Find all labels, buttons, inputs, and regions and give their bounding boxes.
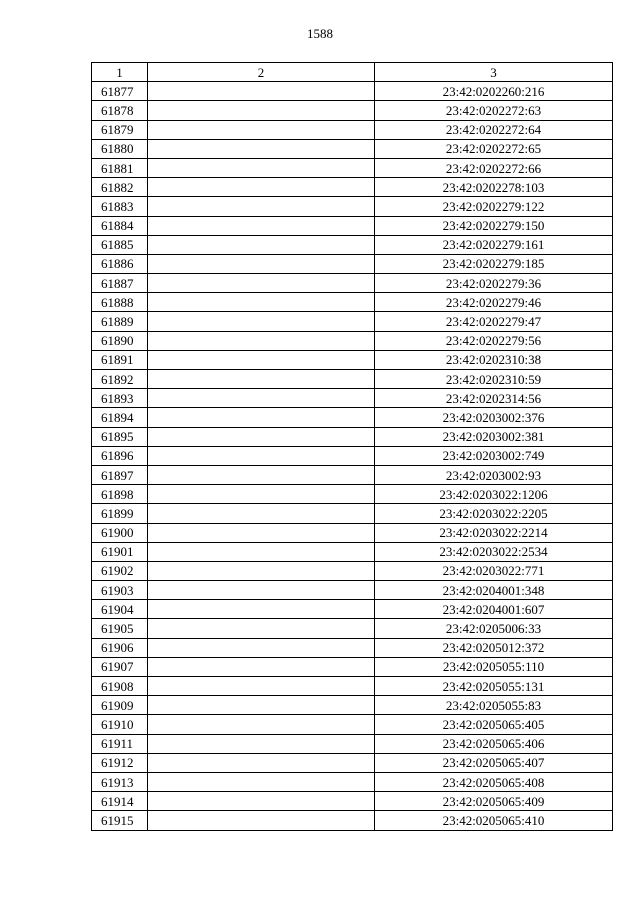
column-2-cell	[148, 446, 375, 465]
row-number-cell: 61901	[92, 542, 148, 561]
table-row	[92, 197, 613, 216]
cadastral-number-cell: 23:42:0202310:38	[375, 350, 613, 369]
table-row	[92, 82, 613, 101]
row-number-cell: 61883	[92, 197, 148, 216]
column-2-cell	[148, 254, 375, 273]
table-row	[92, 331, 613, 350]
row-number-cell: 61887	[92, 274, 148, 293]
column-2-cell	[148, 792, 375, 811]
column-2-cell	[148, 753, 375, 772]
table-row	[92, 158, 613, 177]
column-2-cell	[148, 370, 375, 389]
cadastral-number-cell: 23:42:0203022:1206	[375, 485, 613, 504]
row-number-cell: 61894	[92, 408, 148, 427]
column-2-cell	[148, 101, 375, 120]
row-number-cell: 61884	[92, 216, 148, 235]
table-row	[92, 446, 613, 465]
row-number-cell: 61903	[92, 581, 148, 600]
row-number-cell: 61912	[92, 753, 148, 772]
column-header-1: 1	[92, 63, 148, 82]
cadastral-number-cell: 23:42:0203022:771	[375, 561, 613, 580]
column-2-cell	[148, 235, 375, 254]
cadastral-number-cell: 23:42:0202279:122	[375, 197, 613, 216]
registry-table	[91, 62, 613, 831]
cadastral-number-cell: 23:42:0202279:56	[375, 331, 613, 350]
column-2-cell	[148, 638, 375, 657]
column-2-cell	[148, 408, 375, 427]
row-number-cell: 61885	[92, 235, 148, 254]
cadastral-number-cell: 23:42:0202272:66	[375, 158, 613, 177]
table-body	[92, 82, 613, 830]
cadastral-number-cell: 23:42:0202279:47	[375, 312, 613, 331]
cadastral-number-cell: 23:42:0205065:406	[375, 734, 613, 753]
row-number-cell: 61909	[92, 696, 148, 715]
column-2-cell	[148, 427, 375, 446]
column-2-cell	[148, 158, 375, 177]
cadastral-number-cell: 23:42:0205055:131	[375, 677, 613, 696]
cadastral-number-cell: 23:42:0202279:36	[375, 274, 613, 293]
cadastral-number-cell: 23:42:0202260:216	[375, 82, 613, 101]
table-row	[92, 504, 613, 523]
column-2-cell	[148, 657, 375, 676]
column-2-cell	[148, 82, 375, 101]
row-number-cell: 61897	[92, 465, 148, 484]
cadastral-number-cell: 23:42:0202279:150	[375, 216, 613, 235]
row-number-cell: 61882	[92, 178, 148, 197]
table-row	[92, 427, 613, 446]
row-number-cell: 61889	[92, 312, 148, 331]
row-number-cell: 61904	[92, 600, 148, 619]
row-number-cell: 61899	[92, 504, 148, 523]
table-row	[92, 408, 613, 427]
row-number-cell: 61900	[92, 523, 148, 542]
cadastral-number-cell: 23:42:0205065:405	[375, 715, 613, 734]
table-row	[92, 792, 613, 811]
table-row	[92, 235, 613, 254]
column-2-cell	[148, 485, 375, 504]
cadastral-number-cell: 23:42:0203002:749	[375, 446, 613, 465]
column-header-3: 3	[375, 63, 613, 82]
cadastral-number-cell: 23:42:0204001:607	[375, 600, 613, 619]
table-row	[92, 600, 613, 619]
row-number-cell: 61905	[92, 619, 148, 638]
column-2-cell	[148, 350, 375, 369]
table-row	[92, 312, 613, 331]
row-number-cell: 61913	[92, 772, 148, 791]
row-number-cell: 61880	[92, 139, 148, 158]
cadastral-number-cell: 23:42:0203022:2534	[375, 542, 613, 561]
table-row	[92, 254, 613, 273]
table-row	[92, 370, 613, 389]
row-number-cell: 61886	[92, 254, 148, 273]
row-number-cell: 61914	[92, 792, 148, 811]
table-row	[92, 293, 613, 312]
table-row	[92, 120, 613, 139]
cadastral-number-cell: 23:42:0202272:64	[375, 120, 613, 139]
row-number-cell: 61906	[92, 638, 148, 657]
row-number-cell: 61902	[92, 561, 148, 580]
cadastral-number-cell: 23:42:0202279:46	[375, 293, 613, 312]
row-number-cell: 61893	[92, 389, 148, 408]
cadastral-number-cell: 23:42:0205065:407	[375, 753, 613, 772]
row-number-cell: 61915	[92, 811, 148, 830]
column-2-cell	[148, 465, 375, 484]
column-2-cell	[148, 216, 375, 235]
column-2-cell	[148, 293, 375, 312]
cadastral-number-cell: 23:42:0203002:376	[375, 408, 613, 427]
column-2-cell	[148, 389, 375, 408]
table-row	[92, 139, 613, 158]
cadastral-number-cell: 23:42:0203022:2214	[375, 523, 613, 542]
cadastral-number-cell: 23:42:0203022:2205	[375, 504, 613, 523]
table-header-row	[92, 63, 613, 82]
column-2-cell	[148, 312, 375, 331]
page-number: 1588	[307, 26, 333, 41]
column-2-cell	[148, 619, 375, 638]
column-2-cell	[148, 811, 375, 830]
row-number-cell: 61911	[92, 734, 148, 753]
column-2-cell	[148, 504, 375, 523]
column-2-cell	[148, 139, 375, 158]
table-row	[92, 485, 613, 504]
table-row	[92, 216, 613, 235]
cadastral-number-cell: 23:42:0204001:348	[375, 581, 613, 600]
table-row	[92, 696, 613, 715]
row-number-cell: 61877	[92, 82, 148, 101]
row-number-cell: 61890	[92, 331, 148, 350]
column-2-cell	[148, 542, 375, 561]
row-number-cell: 61891	[92, 350, 148, 369]
column-2-cell	[148, 772, 375, 791]
table-row	[92, 753, 613, 772]
table-row	[92, 657, 613, 676]
row-number-cell: 61908	[92, 677, 148, 696]
table-row	[92, 619, 613, 638]
row-number-cell: 61878	[92, 101, 148, 120]
table-row	[92, 734, 613, 753]
row-number-cell: 61910	[92, 715, 148, 734]
cadastral-number-cell: 23:42:0203002:93	[375, 465, 613, 484]
table-row	[92, 523, 613, 542]
column-2-cell	[148, 696, 375, 715]
column-2-cell	[148, 120, 375, 139]
cadastral-number-cell: 23:42:0205006:33	[375, 619, 613, 638]
row-number-cell: 61881	[92, 158, 148, 177]
column-2-cell	[148, 331, 375, 350]
row-number-cell: 61888	[92, 293, 148, 312]
column-2-cell	[148, 677, 375, 696]
cadastral-number-cell: 23:42:0205012:372	[375, 638, 613, 657]
table-row	[92, 581, 613, 600]
table-row	[92, 178, 613, 197]
row-number-cell: 61879	[92, 120, 148, 139]
column-2-cell	[148, 523, 375, 542]
cadastral-number-cell: 23:42:0202314:56	[375, 389, 613, 408]
cadastral-number-cell: 23:42:0205065:409	[375, 792, 613, 811]
row-number-cell: 61892	[92, 370, 148, 389]
table-row	[92, 465, 613, 484]
table-row	[92, 274, 613, 293]
table-row	[92, 389, 613, 408]
table-row	[92, 811, 613, 830]
cadastral-number-cell: 23:42:0202272:65	[375, 139, 613, 158]
cadastral-number-cell: 23:42:0203002:381	[375, 427, 613, 446]
column-2-cell	[148, 197, 375, 216]
column-2-cell	[148, 715, 375, 734]
column-2-cell	[148, 600, 375, 619]
cadastral-number-cell: 23:42:0205065:410	[375, 811, 613, 830]
table-row	[92, 561, 613, 580]
table-row	[92, 350, 613, 369]
cadastral-number-cell: 23:42:0202310:59	[375, 370, 613, 389]
column-2-cell	[148, 734, 375, 753]
table-row	[92, 638, 613, 657]
column-2-cell	[148, 178, 375, 197]
column-2-cell	[148, 581, 375, 600]
row-number-cell: 61895	[92, 427, 148, 446]
column-header-2: 2	[148, 63, 375, 82]
cadastral-number-cell: 23:42:0205055:110	[375, 657, 613, 676]
table-row	[92, 101, 613, 120]
cadastral-number-cell: 23:42:0205065:408	[375, 772, 613, 791]
row-number-cell: 61898	[92, 485, 148, 504]
row-number-cell: 61907	[92, 657, 148, 676]
cadastral-number-cell: 23:42:0202279:185	[375, 254, 613, 273]
cadastral-number-cell: 23:42:0202279:161	[375, 235, 613, 254]
row-number-cell: 61896	[92, 446, 148, 465]
table-row	[92, 542, 613, 561]
table-row	[92, 677, 613, 696]
table-row	[92, 772, 613, 791]
cadastral-number-cell: 23:42:0205055:83	[375, 696, 613, 715]
cadastral-number-cell: 23:42:0202272:63	[375, 101, 613, 120]
column-2-cell	[148, 274, 375, 293]
cadastral-number-cell: 23:42:0202278:103	[375, 178, 613, 197]
column-2-cell	[148, 561, 375, 580]
table-row	[92, 715, 613, 734]
